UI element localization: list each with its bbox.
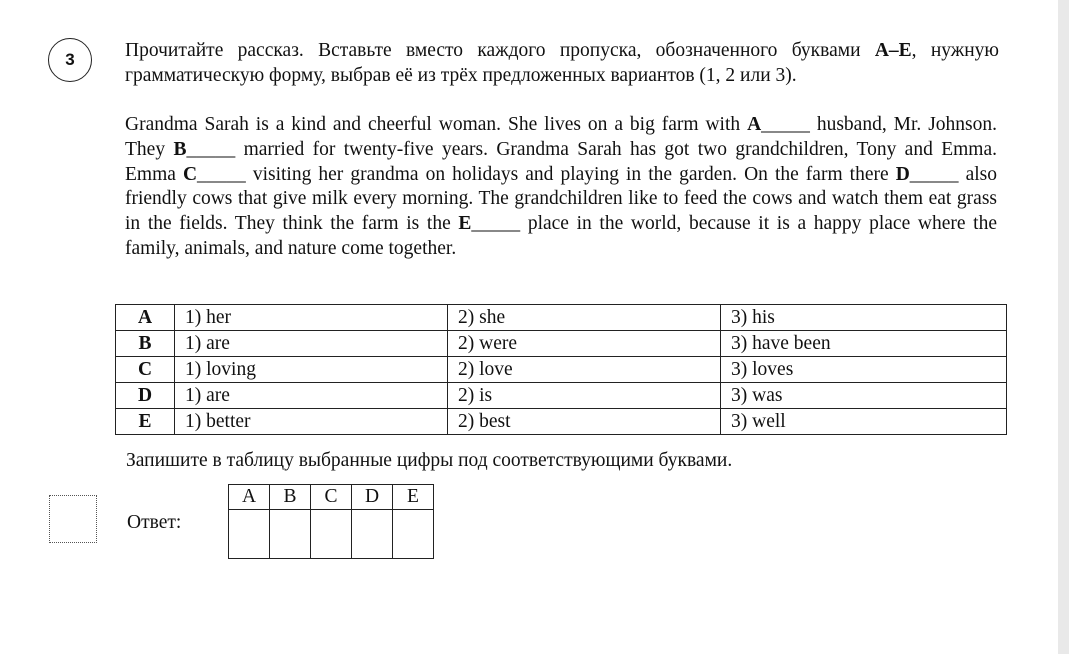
option-1[interactable]: 1) are [175,383,448,409]
answer-header: E [393,485,434,510]
answer-header-row [229,485,434,510]
story-segment: place in the world, because it is a happy place where the family, animals, and nature come together. [125,213,998,259]
option-2[interactable]: 2) best [448,409,721,435]
options-row-a [116,305,1007,331]
gap-blank-d[interactable]: _____ [909,163,959,185]
option-letter: B [116,331,175,357]
option-3[interactable]: 3) have been [721,331,1007,357]
answer-header: D [352,485,393,510]
option-3[interactable]: 3) his [721,305,1007,331]
story-text [125,113,997,262]
option-3[interactable]: 3) well [721,409,1007,435]
answer-input-row [229,510,434,559]
answer-header: C [311,485,352,510]
answer-header: B [270,485,311,510]
option-2[interactable]: 2) love [448,357,721,383]
gap-letter-d: D [895,163,910,185]
option-letter: E [116,409,175,435]
gap-blank-e[interactable]: _____ [471,213,521,235]
instruction-text [125,38,999,88]
option-1[interactable]: 1) her [175,305,448,331]
story-segment: Grandma Sarah is a kind and cheerful woman. She lives on a big farm with [125,114,748,135]
option-2[interactable]: 2) were [448,331,721,357]
option-1[interactable]: 1) better [175,409,448,435]
option-1[interactable]: 1) are [175,331,448,357]
option-1[interactable]: 1) loving [175,357,448,383]
gap-letter-a: A [747,114,762,135]
story-segment: also friendly cows that give milk every morning. The grandchildren like to feed the cows and watch them eat grass in the fields. They think the farm is the [125,163,997,235]
story-segment: husband, Mr. Johnson. They [125,114,997,160]
answer-cell-c[interactable] [311,510,352,559]
option-2[interactable]: 2) is [448,383,721,409]
option-letter: C [116,357,175,383]
question-number-badge [48,38,92,82]
answer-cell-d[interactable] [352,510,393,559]
story-segment: married for twenty-five years. Grandma Sarah has got two grandchildren, Tony and Emma. Emma [125,138,997,185]
answer-cell-e[interactable] [393,510,434,559]
option-letter: D [116,383,175,409]
answer-label: Ответ: [127,512,182,533]
gap-letter-c: C [182,163,198,185]
option-letter: A [116,305,175,331]
story-segment: visiting her grandma on holidays and playing in the garden. On the farm there [245,163,896,185]
options-row-c [116,357,1007,383]
options-row-e [116,409,1007,435]
question-number: 3 [65,50,75,69]
instruction-letters: A–E [874,40,912,61]
option-3[interactable]: 3) was [721,383,1007,409]
score-box[interactable] [49,495,97,543]
gap-blank-c[interactable]: _____ [197,163,246,185]
options-row-d [116,383,1007,409]
answer-cell-a[interactable] [229,510,270,559]
option-3[interactable]: 3) loves [721,357,1007,383]
answer-header: A [229,485,270,510]
gap-blank-a[interactable]: _____ [761,114,810,135]
option-2[interactable]: 2) she [448,305,721,331]
gap-letter-b: B [173,138,187,160]
instruction-part1: Прочитайте рассказ. Вставьте вместо каждого пропуска, обозначенного буквами [125,40,875,61]
instruction-part2: , нужную грамматическую форму, выбрав её из трёх предложенных вариантов (1, 2 или 3). [125,40,1000,86]
write-instruction: Запишите в таблицу выбранные цифры под соответствующими буквами. [126,450,733,471]
gap-blank-b[interactable]: _____ [186,138,236,160]
gap-letter-e: E [458,213,472,235]
options-table [115,304,1007,435]
answer-table [228,484,434,559]
options-row-b [116,331,1007,357]
answer-cell-b[interactable] [270,510,311,559]
